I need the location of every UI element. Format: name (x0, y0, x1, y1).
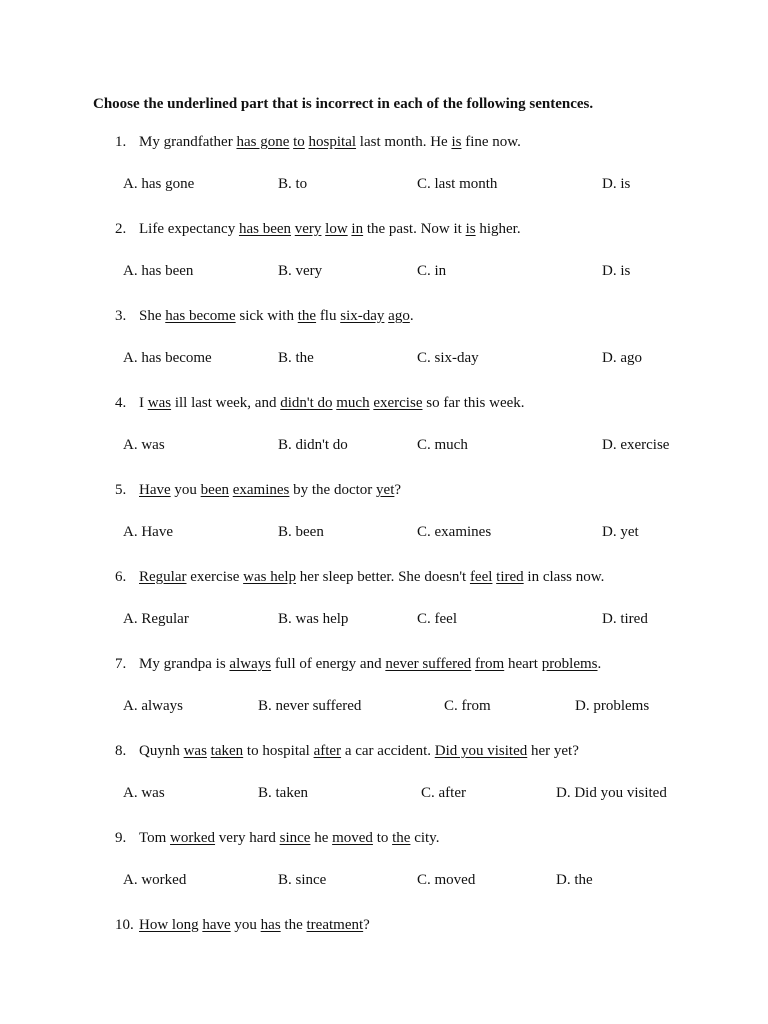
sentence-text: ill last week, and (171, 395, 281, 411)
question-8-option-a[interactable]: A. was (123, 785, 165, 801)
underlined-part: to (293, 134, 305, 150)
underlined-part: from (475, 656, 505, 672)
underlined-part: after (313, 743, 342, 759)
question-6-option-c[interactable]: C. feel (417, 611, 457, 627)
question-2-option-c[interactable]: C. in (417, 263, 447, 279)
question-3 (115, 308, 414, 325)
question-2 (115, 221, 521, 238)
question-2-option-a[interactable]: A. has been (123, 263, 194, 279)
underlined-part: was (183, 743, 207, 759)
underlined-part: Did you visited (434, 743, 528, 759)
underlined-part: didn't do (280, 395, 333, 411)
underlined-part: hospital (308, 134, 357, 150)
sentence-text: She (139, 308, 166, 324)
underlined-part: problems (541, 656, 598, 672)
question-number: 5. (115, 482, 127, 498)
underlined-part: has gone (236, 134, 290, 150)
sentence-text: her yet? (527, 743, 579, 759)
underlined-part: low (325, 221, 348, 237)
sentence-text: you (230, 917, 261, 933)
question-number: 8. (115, 743, 127, 759)
underlined-part: has become (165, 308, 236, 324)
sentence-text: I (139, 395, 148, 411)
sentence-text: Life expectancy (139, 221, 239, 237)
underlined-part: was (147, 395, 172, 411)
question-5-option-b[interactable]: B. been (278, 524, 324, 540)
question-8 (115, 743, 579, 760)
question-number: 4. (115, 395, 127, 411)
underlined-part: examines (232, 482, 290, 498)
underlined-part: How long (139, 917, 199, 933)
sentence-text: sick with (235, 308, 298, 324)
sentence-text: My grandpa is (139, 656, 230, 672)
question-3-option-a[interactable]: A. has become (123, 350, 212, 366)
question-4-option-d[interactable]: D. exercise (602, 437, 670, 453)
question-3-option-d[interactable]: D. ago (602, 350, 642, 366)
underlined-part: Have (139, 482, 171, 498)
question-9-option-b[interactable]: B. since (278, 872, 327, 888)
underlined-part: yet (376, 482, 395, 498)
question-4-option-b[interactable]: B. didn't do (278, 437, 348, 453)
underlined-part: has (260, 917, 281, 933)
sentence-text: My grandfather (139, 134, 237, 150)
sentence-text: to (372, 830, 393, 846)
question-8-option-d[interactable]: D. Did you visited (556, 785, 667, 801)
underlined-part: worked (170, 830, 216, 846)
question-5 (115, 482, 401, 499)
underlined-part: was help (243, 569, 297, 585)
sentence-text: very hard (215, 830, 280, 846)
question-4-option-c[interactable]: C. much (417, 437, 468, 453)
sentence-text: . (597, 656, 602, 672)
question-1-option-c[interactable]: C. last month (417, 176, 498, 192)
question-1-option-d[interactable]: D. is (602, 176, 631, 192)
question-7-option-d[interactable]: D. problems (575, 698, 650, 714)
sentence-text: so far this week. (422, 395, 525, 411)
underlined-part: the (392, 830, 411, 846)
sentence-text: full of energy and (271, 656, 386, 672)
underlined-part: moved (332, 830, 373, 846)
question-number: 1. (115, 134, 127, 150)
sentence-text: Quynh (139, 743, 184, 759)
sentence-text: city. (410, 830, 440, 846)
underlined-part: taken (210, 743, 244, 759)
underlined-part: always (229, 656, 272, 672)
underlined-part: very (294, 221, 322, 237)
sentence-text: the (280, 917, 307, 933)
question-9-option-a[interactable]: A. worked (123, 872, 187, 888)
question-5-option-c[interactable]: C. examines (417, 524, 492, 540)
sentence-text: flu (316, 308, 341, 324)
question-10 (115, 917, 370, 934)
underlined-part: Regular (139, 569, 187, 585)
question-2-option-b[interactable]: B. very (278, 263, 323, 279)
underlined-part: tired (496, 569, 524, 585)
sentence-text: exercise (186, 569, 244, 585)
question-5-option-d[interactable]: D. yet (602, 524, 639, 540)
question-number: 3. (115, 308, 127, 324)
question-4 (115, 395, 525, 412)
question-number: 7. (115, 656, 127, 672)
underlined-part: the (297, 308, 317, 324)
question-7-option-c[interactable]: C. from (444, 698, 491, 714)
sentence-text: by the doctor (289, 482, 377, 498)
sentence-text: you (170, 482, 201, 498)
underlined-part: exercise (373, 395, 423, 411)
question-2-option-d[interactable]: D. is (602, 263, 631, 279)
underlined-part: been (200, 482, 229, 498)
question-9-option-c[interactable]: C. moved (417, 872, 476, 888)
question-7-option-a[interactable]: A. always (123, 698, 183, 714)
sentence-text: in class now. (523, 569, 605, 585)
sentence-text: . (409, 308, 414, 324)
underlined-part: in (351, 221, 364, 237)
question-number: 9. (115, 830, 127, 846)
question-6-option-b[interactable]: B. was help (278, 611, 349, 627)
sentence-text: ? (363, 917, 370, 933)
underlined-part: never suffered (385, 656, 472, 672)
question-3-option-c[interactable]: C. six-day (417, 350, 479, 366)
question-9-option-d[interactable]: D. the (556, 872, 593, 888)
sentence-text: her sleep better. She doesn't (296, 569, 470, 585)
question-9 (115, 830, 439, 847)
underlined-part: has been (238, 221, 292, 237)
sentence-text: he (310, 830, 333, 846)
question-4-option-a[interactable]: A. was (123, 437, 165, 453)
question-5-option-a[interactable]: A. Have (123, 524, 173, 540)
sentence-text: higher. (475, 221, 521, 237)
question-3-option-b[interactable]: B. the (278, 350, 314, 366)
underlined-part: since (279, 830, 311, 846)
underlined-part: treatment (306, 917, 364, 933)
question-7 (115, 656, 601, 673)
underlined-part: is (451, 134, 462, 150)
underlined-part: six-day (340, 308, 385, 324)
question-1-option-a[interactable]: A. has gone (123, 176, 195, 192)
sentence-text: a car accident. (341, 743, 435, 759)
sentence-text: to hospital (243, 743, 314, 759)
underlined-part: feel (469, 569, 493, 585)
question-8-option-b[interactable]: B. taken (258, 785, 308, 801)
underlined-part: much (336, 395, 370, 411)
question-6 (115, 569, 604, 586)
underlined-part: is (465, 221, 476, 237)
question-number: 6. (115, 569, 127, 585)
sentence-text: heart (504, 656, 542, 672)
sentence-text: last month. He (356, 134, 452, 150)
question-number: 10. (115, 917, 134, 933)
underlined-part: have (202, 917, 231, 933)
sentence-text: fine now. (461, 134, 521, 150)
question-8-option-c[interactable]: C. after (421, 785, 466, 801)
question-number: 2. (115, 221, 127, 237)
question-1-option-b[interactable]: B. to (278, 176, 308, 192)
question-6-option-d[interactable]: D. tired (602, 611, 648, 627)
sentence-text: Tom (139, 830, 171, 846)
question-7-option-b[interactable]: B. never suffered (258, 698, 362, 714)
sentence-text: ? (394, 482, 402, 498)
question-1 (115, 134, 521, 151)
instruction: Choose the underlined part that is incorrect in each of the following sentences. (93, 96, 594, 112)
question-6-option-a[interactable]: A. Regular (123, 611, 189, 627)
underlined-part: ago (388, 308, 410, 324)
sentence-text: the past. Now it (363, 221, 466, 237)
